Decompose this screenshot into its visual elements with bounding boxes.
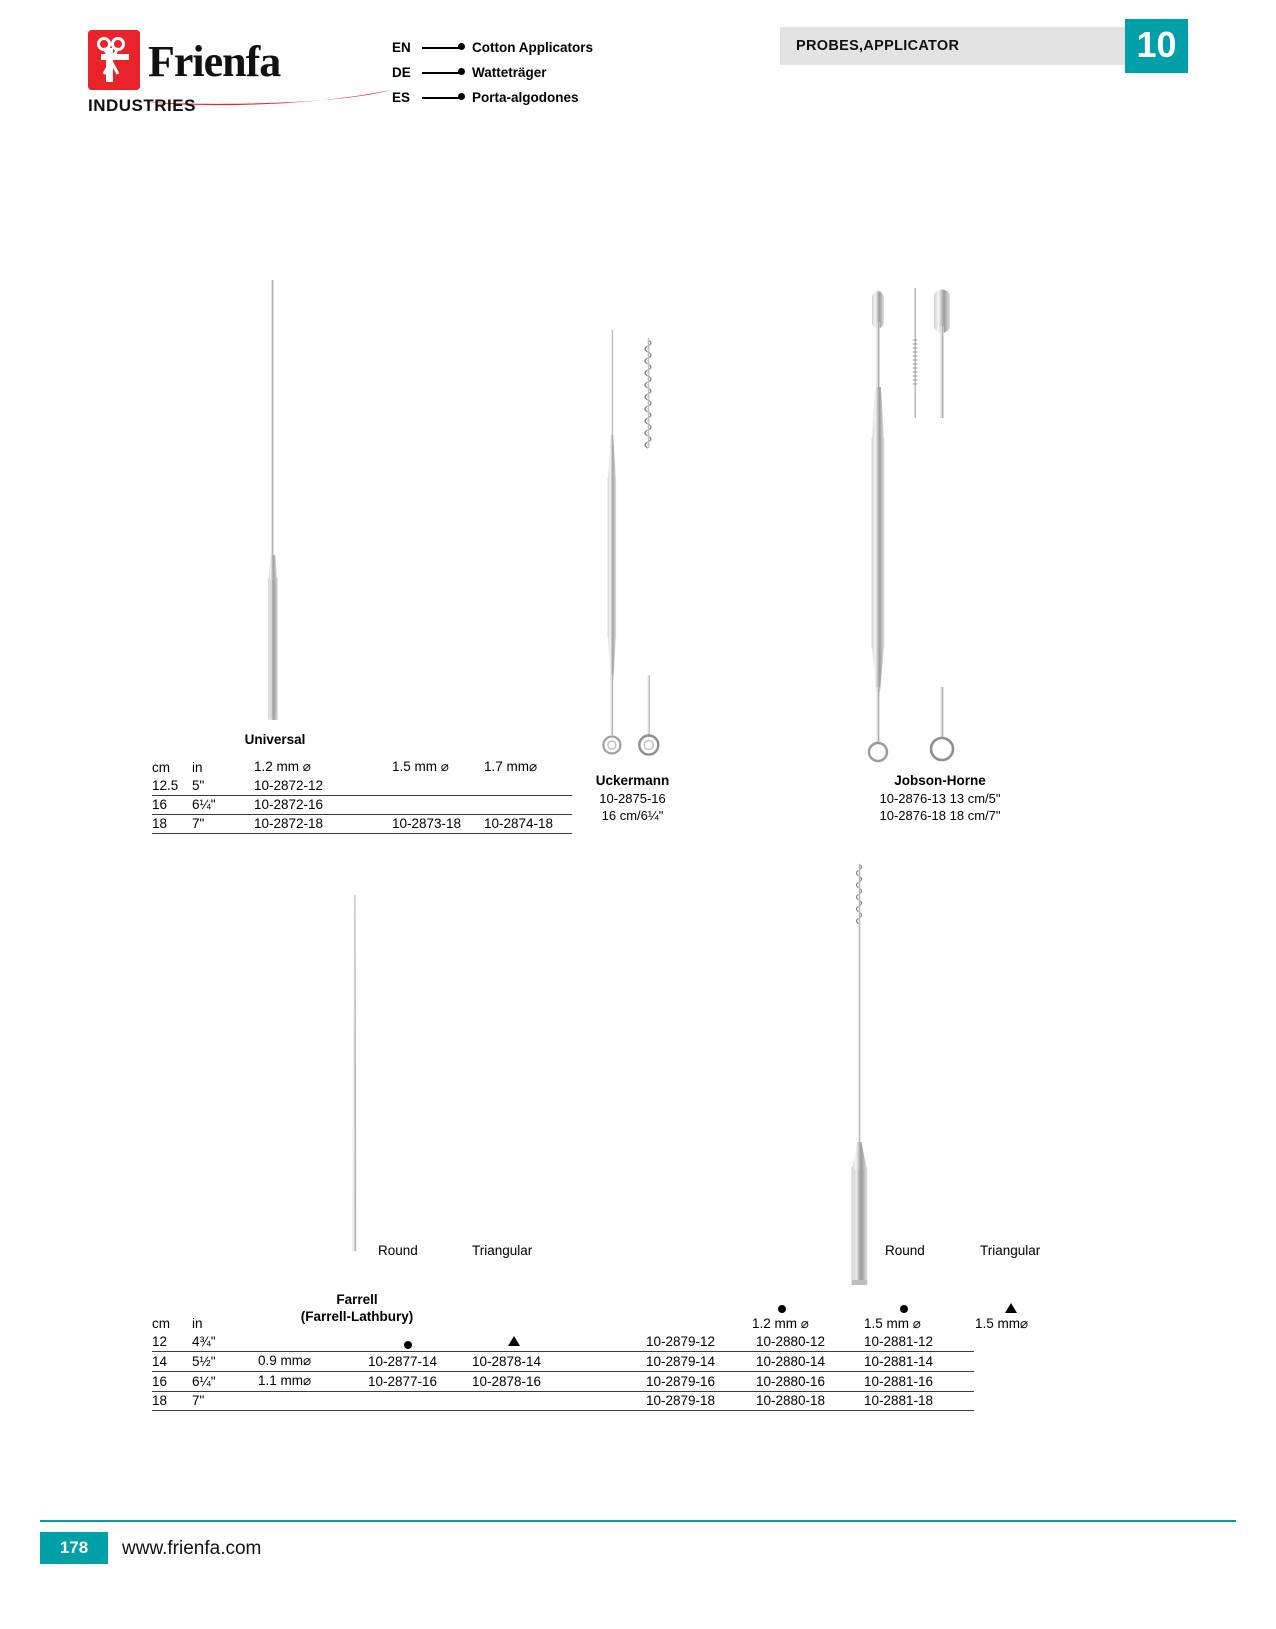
cell-ref-3: 10-2874-18	[484, 815, 572, 834]
farrell-left-label-triangular: Triangular	[472, 1243, 533, 1258]
leader-line-icon	[422, 47, 460, 49]
page-header	[0, 0, 1276, 140]
category-number-badge	[1125, 19, 1188, 73]
cell-ref-r2: 10-2880-18	[756, 1392, 864, 1411]
jobson-horne-ref-1: 10-2876-13 13 cm/5"	[879, 791, 1001, 806]
col-header-d3: 1.7 mm⌀	[484, 759, 538, 774]
cell-ref-r1: 10-2879-12	[646, 1334, 716, 1349]
cell-ref-2: 10-2873-18	[392, 815, 484, 834]
cell-ref-r3: 10-2881-14	[864, 1352, 974, 1372]
table-header-row	[152, 1315, 974, 1333]
farrell-title: Farrell	[336, 1292, 378, 1307]
cell-ref-1: 10-2872-16	[254, 796, 392, 815]
universal-table	[152, 758, 572, 834]
farrell-subtitle: (Farrell-Lathbury)	[300, 1309, 414, 1324]
cell-ref-r3: 10-2881-18	[864, 1392, 974, 1411]
col-header-triangular	[472, 1315, 646, 1333]
cell-cm: 18	[152, 815, 192, 834]
jobson-horne-ref-2: 10-2876-18 18 cm/7"	[879, 808, 1001, 823]
cell-cm: 12	[152, 1334, 168, 1349]
cell-in: 7"	[192, 815, 254, 834]
figure-farrell-lathbury-probe	[840, 862, 890, 1287]
col-header-cm: cm	[152, 1316, 170, 1331]
table-row	[152, 1352, 974, 1372]
cell-ref-r3: 10-2881-16	[864, 1372, 974, 1392]
universal-title: Universal	[244, 732, 306, 747]
cell-ref-r1: 10-2879-16	[646, 1372, 756, 1392]
col-header-r3	[864, 1315, 974, 1333]
cell-in: 4¾"	[192, 1334, 216, 1349]
col-header-dia	[258, 1315, 368, 1333]
cell-in: 5½"	[192, 1352, 258, 1372]
col-header-d2: 1.5 mm ⌀	[392, 759, 449, 774]
col-header-round	[368, 1315, 472, 1333]
cell-cm: 12.5	[152, 778, 179, 793]
category-bar	[780, 27, 1125, 65]
farrell-table	[152, 1315, 1152, 1411]
language-code-de: DE	[392, 65, 411, 80]
cell-ref-1: 10-2872-12	[254, 778, 324, 793]
farrell-lathbury-drawing	[840, 862, 890, 1287]
bullet-dot-icon	[458, 43, 465, 50]
col-header-r1	[646, 1315, 756, 1333]
figure-jobson-horne-probe	[860, 282, 970, 772]
cell-dia	[258, 1392, 368, 1411]
language-term-de: Watteträger	[472, 65, 547, 80]
table-row	[152, 815, 572, 834]
language-row-en	[392, 38, 652, 63]
cell-cm: 18	[152, 1392, 192, 1411]
language-term-en: Cotton Applicators	[472, 40, 593, 55]
language-code-es: ES	[392, 90, 411, 105]
cell-in: 6¼"	[192, 796, 254, 815]
footer-divider	[40, 1520, 1236, 1522]
uckermann-title: Uckermann	[595, 773, 670, 788]
brand-subtitle: INDUSTRIES	[88, 96, 196, 115]
cell-tri: 10-2878-16	[472, 1372, 646, 1392]
cell-round: 10-2877-16	[368, 1372, 472, 1392]
table-row	[152, 796, 572, 815]
col-header-in: in	[192, 759, 203, 775]
language-row-es	[392, 88, 652, 113]
farrell-right-dia-2: 1.5 mm ⌀	[864, 1316, 921, 1331]
leader-line-icon	[422, 72, 460, 74]
table-header-row	[152, 758, 572, 777]
cell-dia: 1.1 mm⌀	[258, 1372, 368, 1392]
language-code-en: EN	[392, 40, 411, 55]
farrell-right-dia-1: 1.2 mm ⌀	[752, 1316, 809, 1331]
cell-round: 10-2877-14	[368, 1352, 472, 1372]
uckermann-ref: 10-2875-16	[599, 791, 666, 806]
cell-tri: 10-2878-14	[472, 1352, 646, 1372]
cell-ref-r2: 10-2880-16	[756, 1372, 864, 1392]
farrell-right-dia-3: 1.5 mm⌀	[975, 1316, 1029, 1331]
table-row	[152, 1333, 974, 1352]
cell-round	[368, 1333, 472, 1352]
cell-in: 6¼"	[192, 1372, 258, 1392]
farrell-right-label-round: Round	[885, 1243, 925, 1258]
bullet-dot-icon	[458, 68, 465, 75]
leader-line-icon	[422, 97, 460, 99]
cell-ref-r2: 10-2880-14	[756, 1352, 864, 1372]
cell-ref-r1: 10-2879-18	[646, 1392, 756, 1411]
table-row	[152, 777, 572, 796]
col-header-in: in	[192, 1316, 203, 1331]
cell-dia: 0.9 mm⌀	[258, 1352, 368, 1372]
cell-ref-r1: 10-2879-14	[646, 1352, 756, 1372]
figure-uckermann-probe	[598, 330, 688, 770]
page-number: 178	[59, 1538, 89, 1557]
cell-tri	[472, 1392, 646, 1411]
language-term-es: Porta-algodones	[472, 90, 579, 105]
cell-ref-2	[392, 777, 484, 796]
cell-round	[368, 1392, 472, 1411]
cell-ref-r3: 10-2881-12	[864, 1334, 934, 1349]
bullet-dot-icon	[458, 93, 465, 100]
footer-website: www.frienfa.com	[122, 1538, 262, 1559]
scissors-glyph	[88, 30, 140, 90]
jobson-horne-title: Jobson-Horne	[894, 773, 986, 788]
figure-universal-probe	[250, 280, 310, 720]
universal-probe-drawing	[250, 280, 310, 720]
language-list	[392, 38, 652, 113]
uckermann-drawing	[598, 330, 688, 770]
farrell-left-label-round: Round	[378, 1243, 418, 1258]
jobson-horne-drawing	[860, 282, 970, 772]
page-number-badge	[40, 1532, 108, 1564]
cell-cm: 16	[152, 1372, 192, 1392]
brand-name: Frienfa	[148, 37, 281, 86]
cell-ref-1: 10-2872-18	[254, 815, 392, 834]
cell-in: 7"	[192, 1392, 258, 1411]
farrell-drawing	[340, 895, 380, 1255]
scissors-icon	[88, 30, 140, 90]
language-row-de	[392, 63, 652, 88]
col-header-cm: cm	[152, 759, 170, 775]
table-row	[152, 1392, 974, 1411]
brand-logo	[88, 30, 388, 120]
category-number: 10	[1136, 24, 1177, 65]
col-header-d1: 1.2 mm ⌀	[254, 759, 311, 774]
cell-cm: 14	[152, 1352, 192, 1372]
figure-farrell-probe	[340, 895, 380, 1255]
category-label: PROBES,APPLICATOR	[796, 38, 960, 54]
cell-ref-2	[392, 796, 484, 815]
col-header-r2	[756, 1315, 864, 1333]
cell-in: 5"	[192, 778, 205, 793]
cell-tri	[472, 1333, 646, 1352]
cell-cm: 16	[152, 796, 192, 815]
cell-dia	[258, 1333, 368, 1352]
farrell-right-label-triangular: Triangular	[980, 1243, 1041, 1258]
uckermann-size: 16 cm/6¼"	[601, 808, 664, 823]
cell-ref-r2: 10-2880-12	[756, 1334, 826, 1349]
table-row	[152, 1372, 974, 1392]
